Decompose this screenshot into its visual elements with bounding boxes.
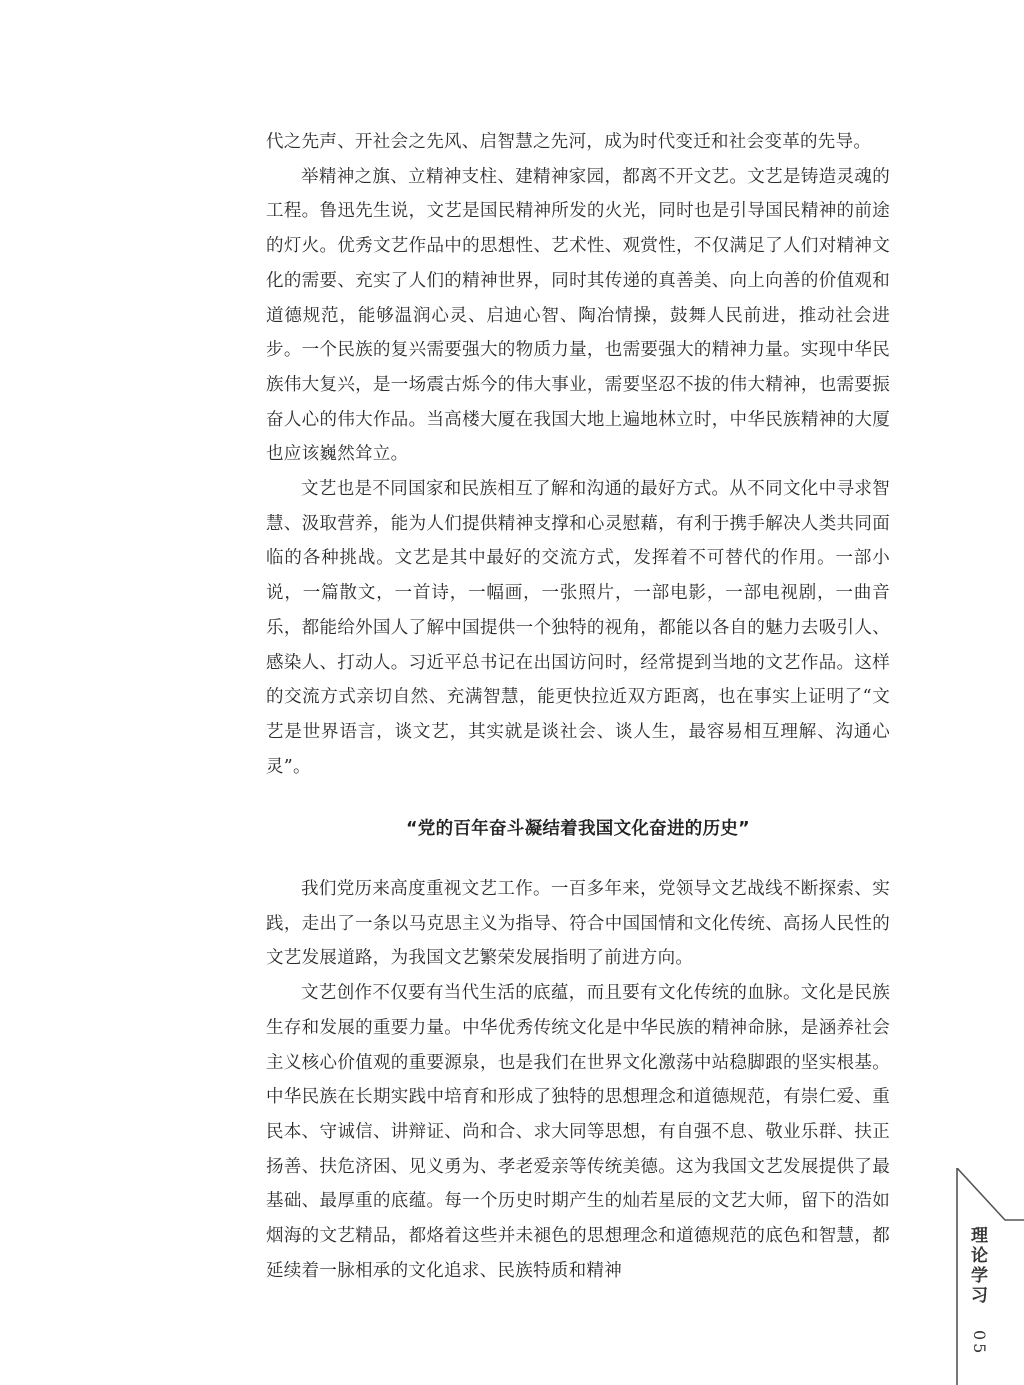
body-section-2 — [266, 872, 890, 1288]
paragraph: 我们党历来高度重视文艺工作。一百多年来，党领导文艺战线不断探索、实践，走出了一条以马克思主义为指导、符合中国国情和文化传统、高扬人民性的文艺发展道路，为我国文艺繁荣发展指明了前进方向。 — [266, 879, 890, 969]
section-heading: “党的百年奋斗凝结着我国文化奋进的历史” — [405, 819, 750, 839]
paragraph: 文艺也是不同国家和民族相互了解和沟通的最好方式。从不同文化中寻求智慧、汲取营养，能为人们提供精神支撑和心灵慰藉，有利于携手解决人类共同面临的各种挑战。文艺是其中最好的交流方式，发挥着不可替代的作用。一部小说，一篇散文，一首诗，一幅画，一张照片，一部电影，一部电视剧，一曲音乐，都能给外国人了解中国提供一个独特的视角，都能以各自的魅力去吸引人、感染人、打动人。习近平总书记在出国访问时，经常提到当地的文艺作品。这样的交流方式亲切自然、充满智慧，能更快拉近双方距离，也在事实上证明了“文艺是世界语言，谈文艺，其实就是谈社会、谈人生，最容易相互理解、沟通心灵”。 — [266, 479, 890, 777]
side-tab-label: 理论学习 — [967, 1226, 987, 1306]
body-section-1 — [266, 125, 890, 784]
paragraph: 代之先声、开社会之先风、启智慧之先河，成为时代变迁和社会变革的先导。 — [266, 132, 872, 152]
page-number: 05 — [970, 1330, 989, 1357]
paragraph: 举精神之旗、立精神支柱、建精神家园，都离不开文艺。文艺是铸造灵魂的工程。鲁迅先生说，文艺是国民精神所发的火光，同时也是引导国民精神的前途的灯火。优秀文艺作品中的思想性、艺术性、观赏性，不仅满足了人们对精神文化的需要、充实了人们的精神世界，同时其传递的真善美、向上向善的价值观和道德规范，能够温润心灵、启迪心智、陶冶情操，鼓舞人民前进，推动社会进步。一个民族的复兴需要强大的物质力量，也需要强大的精神力量。实现中华民族伟大复兴，是一场震古烁今的伟大事业，需要坚忍不拔的伟大精神，也需要振奋人心的伟大作品。当高楼大厦在我国大地上遍地林立时，中华民族精神的大厦也应该巍然耸立。 — [266, 166, 890, 465]
paragraph: 文艺创作不仅要有当代生活的底蕴，而且要有文化传统的血脉。文化是民族生存和发展的重要力量。中华优秀传统文化是中华民族的精神命脉，是涵养社会主义核心价值观的重要源泉，也是我们在世界文化激荡中站稳脚跟的坚实根基。中华民族在长期实践中培育和形成了独特的思想理念和道德规范，有崇仁爱、重民本、守诚信、讲辩证、尚和合、求大同等思想，有自强不息、敬业乐群、扶正扬善、扶危济困、见义勇为、孝老爱亲等传统美德。这为我国文艺发展提供了最基础、最厚重的底蕴。每一个历史时期产生的灿若星辰的文艺大师，留下的浩如烟海的文艺精品，都烙着这些并未褪色的思想理念和道德规范的底色和智慧，都延续着一脉相承的文化追求、民族特质和精神 — [266, 983, 890, 1281]
